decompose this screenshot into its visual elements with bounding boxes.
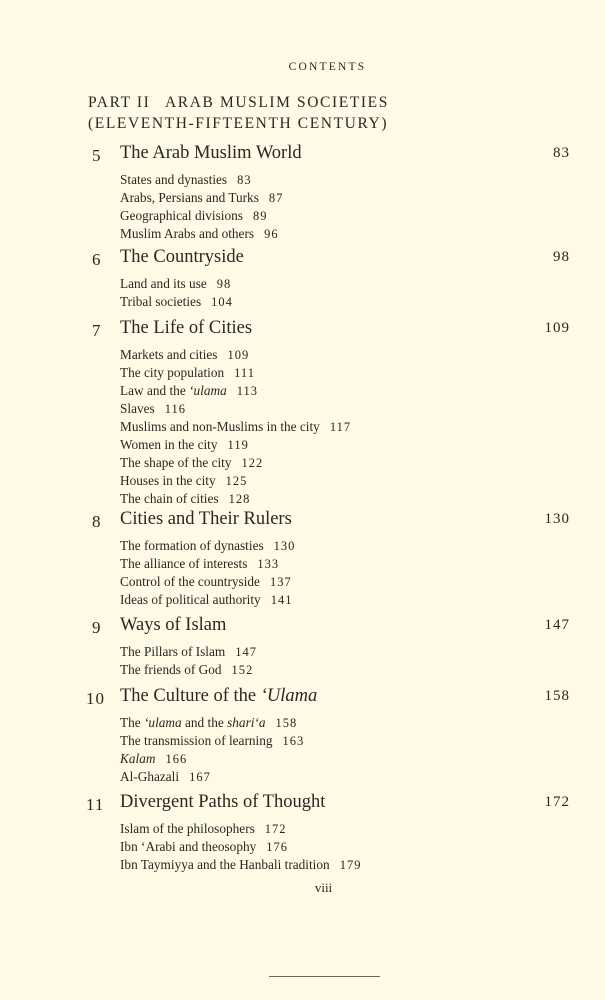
section-entry[interactable] — [120, 643, 257, 661]
section-entry[interactable] — [120, 573, 295, 591]
chapter-7 — [0, 318, 605, 506]
section-entry[interactable] — [120, 856, 361, 874]
part-title: ARAB MUSLIM SOCIETIES — [165, 94, 389, 111]
section-page: 116 — [164, 402, 187, 416]
section-title: Islam of the philosophers — [120, 821, 255, 836]
section-title: The transmission of learning — [120, 733, 273, 748]
section-entry[interactable] — [120, 768, 304, 786]
chapter-11 — [0, 792, 605, 872]
section-entry[interactable] — [120, 661, 257, 679]
section-title: Women in the city — [120, 437, 218, 452]
section-page: 130 — [273, 539, 296, 553]
section-page: 128 — [228, 492, 251, 506]
section-entry[interactable] — [120, 472, 351, 490]
page-number: viii — [314, 880, 333, 895]
section-entry[interactable] — [120, 454, 351, 472]
running-head: CONTENTS — [288, 61, 367, 73]
chapter-number: 7 — [92, 321, 102, 340]
chapter-title[interactable]: Cities and Their Rulers — [120, 509, 292, 529]
section-entry[interactable] — [120, 555, 295, 573]
section-title: Arabs, Persians and Turks — [120, 190, 259, 205]
section-entry[interactable] — [120, 732, 304, 750]
section-title: Land and its use — [120, 276, 207, 291]
chapter-number: 8 — [92, 512, 102, 531]
section-entry[interactable] — [120, 207, 283, 225]
chapter-page: 130 — [544, 511, 570, 527]
section-title: The friends of God — [120, 662, 222, 677]
section-page: 166 — [165, 752, 188, 766]
section-title: The alliance of interests — [120, 556, 248, 571]
chapter-title[interactable]: The Life of Cities — [120, 318, 253, 338]
chapter-page: 172 — [544, 794, 570, 810]
section-title: Muslims and non-Muslims in the city — [120, 419, 320, 434]
section-page: 96 — [264, 227, 279, 241]
section-page: 119 — [227, 438, 249, 452]
section-title: The city population — [120, 365, 225, 380]
section-title: Geographical divisions — [120, 208, 243, 223]
section-title-italic: ‘ulama — [189, 383, 227, 398]
section-page: 172 — [264, 822, 287, 836]
section-page: 111 — [234, 366, 255, 380]
section-entry[interactable] — [120, 436, 351, 454]
section-title: Al-Ghazali — [120, 769, 180, 784]
section-title-italic: ‘ulama — [144, 715, 182, 730]
chapter-8 — [0, 509, 605, 607]
section-page: 152 — [231, 663, 254, 677]
section-entry[interactable] — [120, 714, 304, 732]
section-title: Ibn Taymiyya and the Hanbali tradition — [120, 857, 330, 872]
section-page: 87 — [268, 191, 284, 205]
section-entry[interactable] — [120, 225, 283, 243]
section-title: Law and the — [120, 383, 190, 398]
section-title: Tribal societies — [120, 294, 202, 309]
chapter-number: 11 — [86, 795, 105, 814]
section-title: The formation of dynasties — [120, 538, 264, 553]
section-title: Ibn ‘Arabi and theosophy — [120, 839, 257, 854]
section-title: The chain of cities — [120, 491, 219, 506]
section-page: 141 — [270, 593, 293, 607]
section-entry[interactable] — [120, 364, 351, 382]
section-title: Markets and cities — [120, 347, 218, 362]
section-title-italic: shari‘a — [227, 715, 266, 730]
section-page: 133 — [257, 557, 280, 571]
part-heading — [88, 92, 389, 134]
section-title: Ideas of political authority — [120, 592, 261, 607]
chapter-page: 158 — [544, 688, 570, 704]
section-page: 176 — [266, 840, 289, 854]
section-title: States and dynasties — [120, 172, 228, 187]
section-entry[interactable] — [120, 591, 295, 609]
section-entry[interactable] — [120, 171, 283, 189]
chapter-title-italic: ‘Ulama — [260, 686, 318, 706]
section-title: The Pillars of Islam — [120, 644, 226, 659]
section-entry[interactable] — [120, 189, 283, 207]
chapter-9 — [0, 615, 605, 677]
chapter-page: 98 — [553, 249, 570, 265]
section-title: The — [120, 715, 144, 730]
chapter-title[interactable]: The Arab Muslim World — [120, 143, 302, 163]
section-page: 167 — [189, 770, 211, 784]
section-page: 104 — [211, 295, 233, 309]
section-entry[interactable] — [120, 750, 304, 768]
chapter-title-text: The Culture of the — [120, 686, 261, 706]
section-title: Houses in the city — [120, 473, 216, 488]
section-page: 179 — [339, 858, 362, 872]
chapter-5 — [0, 143, 605, 241]
section-page: 109 — [227, 348, 250, 362]
section-title: Control of the countryside — [120, 574, 260, 589]
section-entry[interactable] — [120, 275, 233, 293]
chapter-title[interactable]: Divergent Paths of Thought — [120, 792, 326, 812]
section-entry[interactable] — [120, 418, 351, 436]
section-page: 117 — [329, 420, 352, 434]
chapter-number: 5 — [92, 146, 102, 165]
chapter-10 — [0, 686, 605, 784]
section-page: 163 — [282, 734, 305, 748]
chapter-number: 6 — [92, 250, 102, 269]
section-entry[interactable] — [120, 346, 351, 364]
part-subtitle: (ELEVENTH-FIFTEENTH CENTURY) — [88, 115, 389, 132]
footer-rule — [269, 976, 380, 977]
chapter-page: 147 — [544, 617, 570, 633]
section-page: 83 — [237, 173, 252, 187]
section-title: Slaves — [120, 401, 155, 416]
chapter-title[interactable]: Ways of Islam — [120, 615, 227, 635]
section-title: Muslim Arabs and others — [120, 226, 255, 241]
section-page: 113 — [236, 384, 259, 398]
chapter-title[interactable]: The Countryside — [120, 247, 244, 267]
section-page: 158 — [275, 716, 298, 730]
chapter-number: 9 — [92, 618, 102, 637]
section-title: The shape of the city — [120, 455, 232, 470]
section-page: 125 — [225, 474, 248, 488]
section-entry[interactable] — [120, 490, 351, 508]
section-page: 122 — [241, 456, 264, 470]
chapter-title[interactable] — [120, 686, 317, 707]
chapter-6 — [0, 247, 605, 309]
section-entry[interactable] — [120, 382, 351, 400]
chapter-page: 83 — [553, 145, 570, 161]
section-entry[interactable] — [120, 820, 361, 838]
section-entry[interactable] — [120, 537, 295, 555]
section-title-italic: Kalam — [120, 751, 156, 766]
section-entry[interactable] — [120, 838, 361, 856]
section-page: 147 — [235, 645, 257, 659]
section-entry[interactable] — [120, 293, 233, 311]
section-entry[interactable] — [120, 400, 351, 418]
chapter-page: 109 — [544, 320, 570, 336]
section-title: and the — [181, 715, 228, 730]
section-page: 137 — [269, 575, 292, 589]
section-page: 89 — [252, 209, 268, 223]
section-page: 98 — [216, 277, 232, 291]
chapter-number: 10 — [86, 689, 105, 708]
part-label: PART II — [88, 94, 151, 111]
